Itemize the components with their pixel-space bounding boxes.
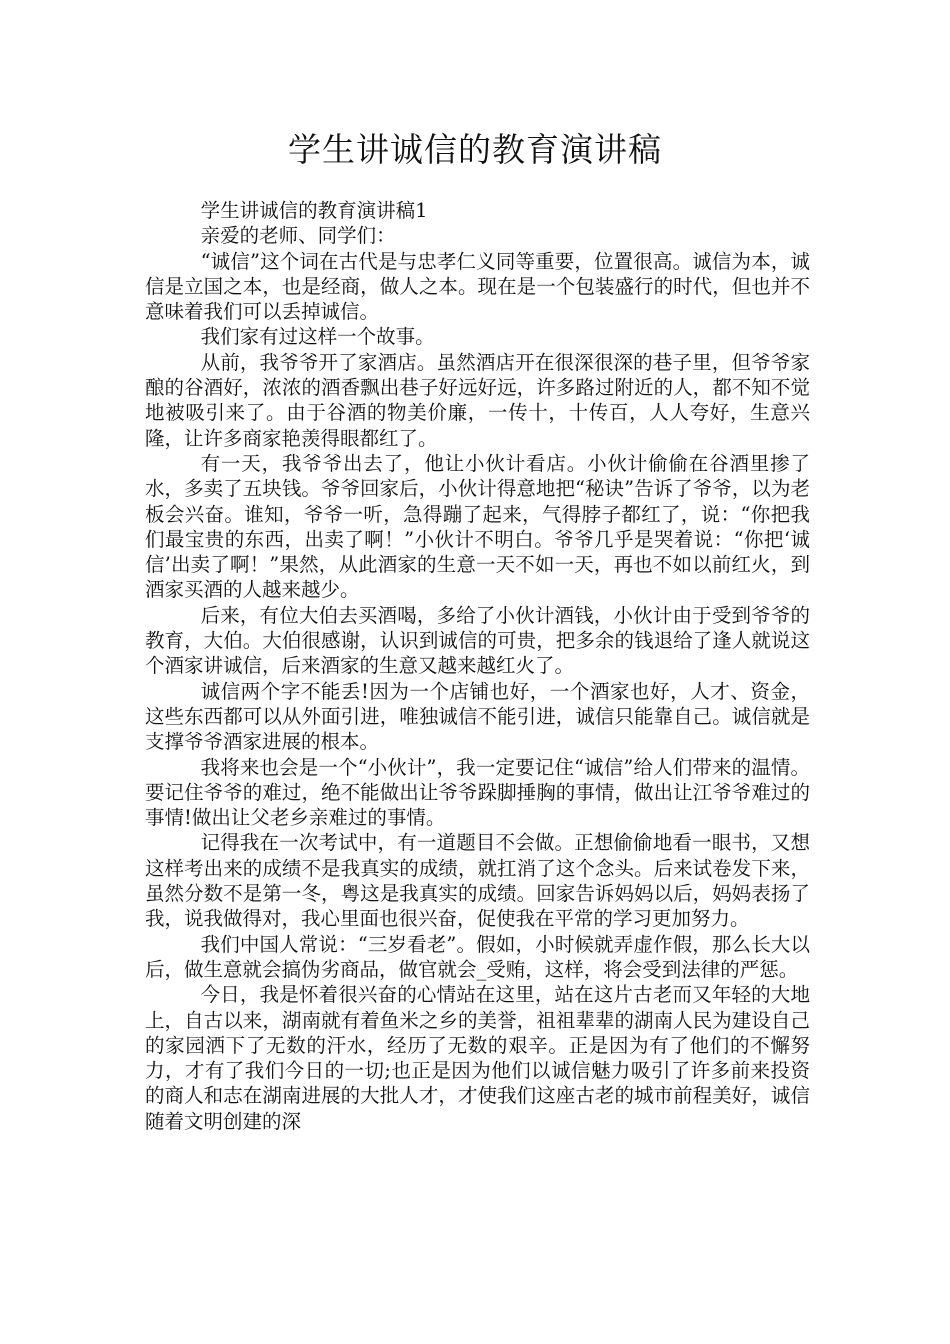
paragraph: 我将来也会是一个“小伙计”，我一定要记住“诚信”给人们带来的温情。要记住爷爷的难过，绝不能做出让爷爷跺脚捶胸的事情，做出让江爷爷难过的事情!做出让父老乡亲难过的事情。 <box>145 755 810 830</box>
paragraph: 今日，我是怀着很兴奋的心情站在这里，站在这片古老而又年轻的大地上，自古以来，湖南就有着鱼米之乡的美誉，祖祖辈辈的湖南人民为建设自己的家园洒下了无数的汗水，经历了无数的艰辛。正是因为有了他们的不懈努力，才有了我们今日的一切;也正是因为他们以诚信魅力吸引了许多前来投资的商人和志在湖南进展的大批人才，才使我们这座古老的城市前程美好，诚信随着文明创建的深 <box>145 983 810 1133</box>
paragraph-salutation: 亲爱的老师、同学们： <box>200 224 396 248</box>
paragraph: 有一天，我爷爷出去了，他让小伙计看店。小伙计偷偷在谷酒里掺了水，多卖了五块钱。爷爷回家后，小伙计得意地把“秘诀”告诉了爷爷，以为老板会兴奋。谁知，爷爷一听，急得蹦了起来，气得脖子都红了，说：“你把我们最宝贵的东西，出卖了啊！”小伙计不明白。爷爷几乎是哭着说：“你把‘诚信’出卖了啊！”果然，从此酒家的生意一天不如一天，再也不如以前红火，到酒家买酒的人越来越少。 <box>145 451 810 602</box>
paragraph: 我们中国人常说：“三岁看老”。假如，小时候就弄虚作假，那么长大以后，做生意就会搞伪劣商品，做官就会_受贿，这样，将会受到法律的严惩。 <box>145 932 810 981</box>
document-body <box>145 198 810 1134</box>
paragraph: 诚信两个字不能丢!因为一个店铺也好，一个酒家也好，人才、资金，这些东西都可以从外面引进，唯独诚信不能引进，诚信只能靠自己。诚信就是支撑爷爷酒家进展的根本。 <box>145 679 810 754</box>
paragraph: 后来，有位大伯去买酒喝，多给了小伙计酒钱，小伙计由于受到爷爷的教育，大伯。大伯很感谢，认识到诚信的可贵，把多余的钱退给了逢人就说这个酒家讲诚信，后来酒家的生意又越来越红火了。 <box>145 603 810 678</box>
paragraph: 从前，我爷爷开了家酒店。虽然酒店开在很深很深的巷子里，但爷爷家酿的谷酒好，浓浓的酒香飘出巷子好远好远，许多路过附近的人，都不知不觉地被吸引来了。由于谷酒的物美价廉，一传十，十传百，人人夸好，生意兴隆，让许多商家艳羡得眼都红了。 <box>145 350 810 450</box>
paragraph: 记得我在一次考试中，有一道题目不会做。正想偷偷地看一眼书，又想这样考出来的成绩不是我真实的成绩，就扛消了这个念头。后来试卷发下来，虽然分数不是第一冬，粤这是我真实的成绩。回家告诉妈妈以后，妈妈表扬了我，说我做得对，我心里面也很兴奋，促使我在平常的学习更加努力。 <box>145 831 810 931</box>
document-title: 学生讲诚信的教育演讲稿 <box>288 130 662 169</box>
paragraph: 我们家有过这样一个故事。 <box>200 325 435 349</box>
paragraph-heading: 学生讲诚信的教育演讲稿1 <box>200 199 428 222</box>
paragraph: “诚信”这个词在古代是与忠孝仁义同等重要，位置很高。诚信为本，诚信是立国之本，也是经商，做人之本。现在是一个包装盛行的时代，但也并不意味着我们可以丢掉诚信。 <box>145 249 810 324</box>
